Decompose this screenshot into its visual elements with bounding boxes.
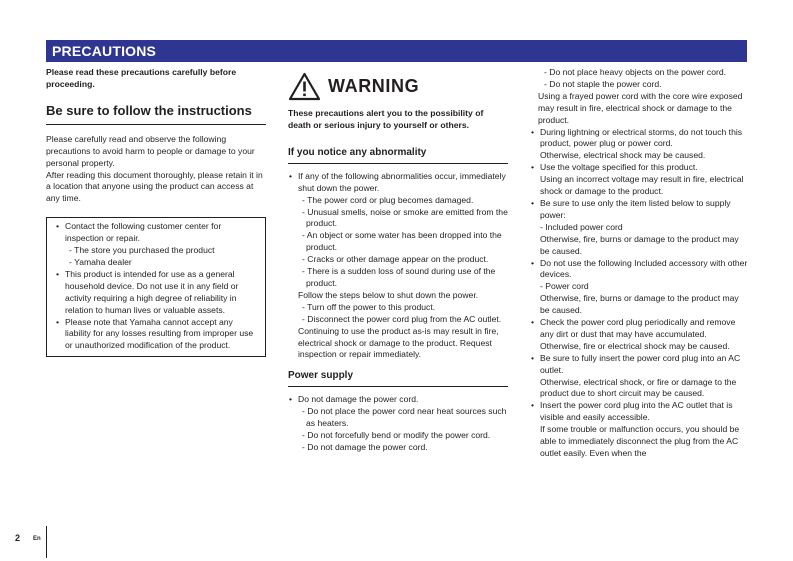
- bullet-lightning-note: Otherwise, electrical shock may be caused.: [540, 150, 706, 161]
- bullet-accessible-outlet-note: If some trouble or malfunction occurs, you should be able to immediately disconnect the plug from the AC outlet easily. Even when the: [540, 424, 740, 458]
- section-title: PRECAUTIONS: [46, 40, 747, 62]
- page-language: En: [33, 536, 41, 542]
- warning-triangle-icon: [288, 72, 321, 101]
- power-supply-heading: Power supply: [288, 369, 508, 387]
- instructions-para2: After reading this document thoroughly, please retain it in a location that anyone using the product can access at any time.: [46, 169, 263, 204]
- abnormality-sub: - There is a sudden loss of sound during use of the product.: [302, 266, 496, 288]
- warning-intro: These precautions alert you to the possibility of death or serious injury to yourself or others.: [288, 108, 484, 130]
- page-rule: [46, 526, 47, 558]
- abnormality-item: • If any of the following abnormalities occur, immediately shut down the power.: [288, 171, 508, 195]
- abnormality-heading: If you notice any abnormality: [288, 146, 508, 164]
- power-supply-item: • Do not damage the power cord.: [288, 394, 508, 406]
- bullet-check-plug-note: Otherwise, fire or electrical shock may be caused.: [540, 340, 730, 351]
- abnormality-sub: - Cracks or other damage appear on the product.: [302, 254, 489, 265]
- column-right: [530, 67, 748, 460]
- shutdown-step: - Disconnect the power cord plug from the AC outlet.: [302, 313, 502, 324]
- warning-label: WARNING: [328, 75, 420, 96]
- bullet-accessory: • Do not use the following Included accessory with other devices.: [530, 258, 748, 282]
- power-supply-sub: - Do not staple the power cord.: [544, 78, 662, 89]
- column-middle: [288, 67, 508, 454]
- bullet-supply-item: • Be sure to use only the item listed below to supply power:: [530, 198, 748, 222]
- continue-warning: Continuing to use the product as-is may result in fire, electrical shock or damage to the product. Request inspection or repair immediately.: [298, 325, 499, 360]
- bullet-supply-sub: - Included power cord: [540, 221, 623, 232]
- notice-sub-store: - The store you purchased the product: [69, 245, 215, 256]
- bullet-insert-plug: • Be sure to fully insert the power cord plug into an AC outlet.: [530, 353, 748, 377]
- bullet-check-plug: • Check the power cord plug periodically and remove any dirt or dust that may have accumulated.: [530, 317, 748, 341]
- bullet-accessory-note: Otherwise, fire, burns or damage to the product may be caused.: [540, 293, 739, 316]
- notice-item-household: • This product is intended for use as a general household device. Do not use it in any field or activity requiring a high degree of reliability in relation to human lives or valuable assets.: [55, 269, 257, 317]
- intro-text: Please read these precautions carefully before proceeding.: [46, 67, 237, 89]
- abnormality-sub: - Unusual smells, noise or smoke are emitted from the product.: [302, 206, 508, 229]
- shutdown-step: - Turn off the power to this product.: [302, 301, 436, 312]
- power-supply-sub: - Do not damage the power cord.: [302, 441, 428, 452]
- abnormality-sub: - The power cord or plug becomes damaged.: [302, 194, 474, 205]
- instructions-para1: Please carefully read and observe the following precautions to avoid harm to people or damage to your personal property.: [46, 133, 255, 168]
- column-left: [46, 67, 266, 357]
- power-supply-sub: - Do not forcefully bend or modify the power cord.: [302, 430, 491, 441]
- abnormality-sub: - An object or some water has been dropped into the product.: [302, 230, 502, 253]
- instructions-heading: Be sure to follow the instructions: [46, 103, 266, 125]
- notice-box: [46, 217, 266, 357]
- shutdown-steps-intro: Follow the steps below to shut down the power.: [298, 289, 479, 300]
- frayed-cord-note: Using a frayed power cord with the core wire exposed may result in fire, electrical shock or damage to the product.: [538, 90, 743, 125]
- notice-item-contact: • Contact the following customer center for inspection or repair.: [55, 221, 257, 245]
- bullet-voltage: • Use the voltage specified for this product.: [530, 162, 748, 174]
- notice-item-liability: • Please note that Yamaha cannot accept any liability for any losses resulting from improper use or unauthorized modification of the product.: [55, 317, 257, 353]
- page-number: 2: [15, 533, 21, 543]
- bullet-voltage-note: Using an incorrect voltage may result in fire, electrical shock or damage to the product.: [540, 174, 744, 197]
- bullet-accessory-sub: - Power cord: [540, 281, 589, 292]
- power-supply-sub: - Do not place heavy objects on the power cord.: [544, 67, 727, 77]
- bullet-supply-note: Otherwise, fire, burns or damage to the product may be caused.: [540, 233, 739, 256]
- bullet-insert-plug-note: Otherwise, electrical shock, or fire or damage to the product due to short circuit may be caused.: [540, 376, 737, 399]
- bullet-accessible-outlet: • Insert the power cord plug into the AC outlet that is visible and easily accessible.: [530, 400, 748, 424]
- warning-header: [288, 72, 508, 101]
- bullet-lightning: • During lightning or electrical storms, do not touch this product, power plug or power cord.: [530, 127, 748, 151]
- power-supply-sub: - Do not place the power cord near heat sources such as heaters.: [302, 406, 507, 429]
- notice-sub-dealer: - Yamaha dealer: [69, 256, 132, 267]
